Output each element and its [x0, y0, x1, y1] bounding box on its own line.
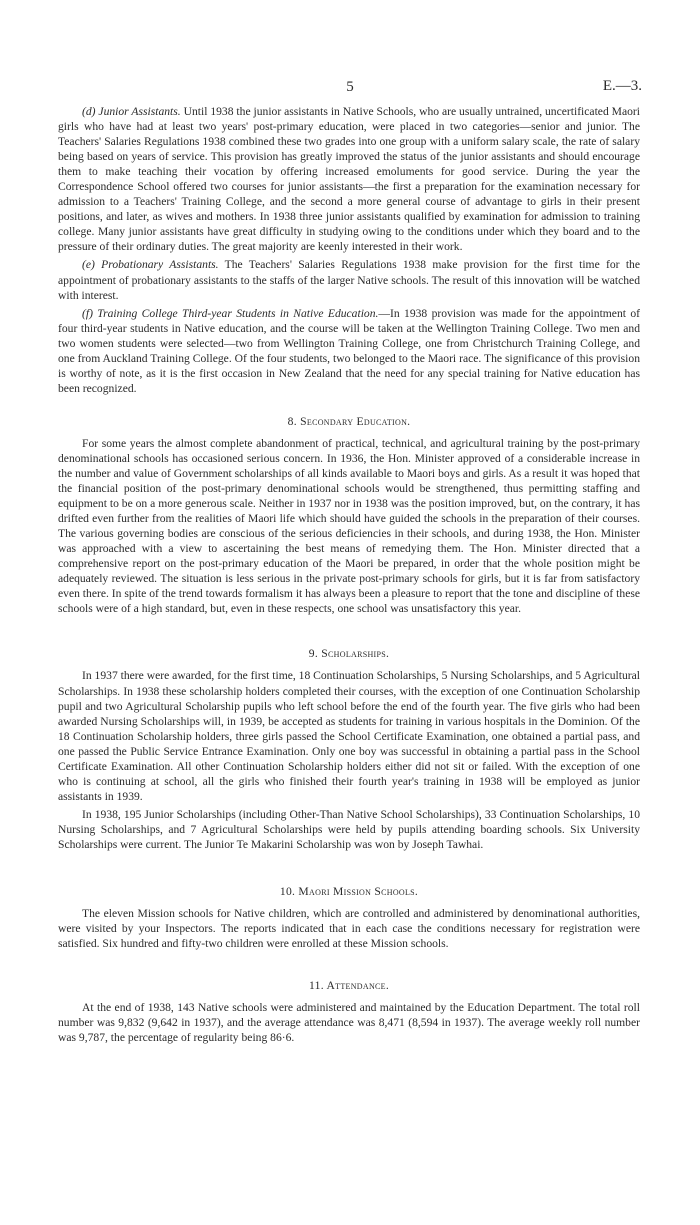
- paragraph-scholarships-2: In 1938, 195 Junior Scholarships (including Other-Than Native School Scholarships), 33 Continuation Scholarships, 10 Nursing Scholarships, and 7 Agricultural Scholarships were held by pupils attending boarding schools. Six University Scholarships were current. The Junior Te Makarini Scholarship was won by Joseph Tawhai.: [58, 807, 640, 851]
- paragraph-junior-assistants: [58, 104, 640, 254]
- heading-secondary-education: 8. Secondary Education.: [287, 414, 411, 428]
- paragraph-text: The Teachers' Salaries Regulations 1938 make provision for the first time for the appointment of probationary assistants to the staffs of the larger Native schools. The result of this innovation will be watched with interest.: [58, 258, 640, 302]
- paragraph-text: Until 1938 the junior assistants in Native Schools, who are usually untrained, uncertificated Maori girls who have had at least two years' post-primary education, were placed in two categories—senior and junior. The Teachers' Salaries Regulations 1938 combined these two grades into one group with a uniform salary scale, the rate of salary being based on years of service. This provision has greatly improved the status of the junior assistants and should encourage them to make teaching their vocation by offering increased emoluments for good service. During the year the Correspondence School offered two courses for junior assistants—the first a preparation for the examination necessary for admission to a Teachers' Training College, and the second a more general course of advantage to girls in their present positions, and later, as wives and mothers. In 1938 three junior assistants qualified by examination for admission to training college. Many junior assistants have great difficulty in studying owing to the conditions under which they board and to the pressure of their ordinary duties. The great majority are keenly interested in their work.: [58, 105, 640, 254]
- paragraph-lead: (d) Junior Assistants.: [82, 105, 181, 118]
- heading-attendance: 11. Attendance.: [308, 979, 390, 993]
- paragraph-probationary-assistants: [58, 257, 640, 302]
- document-reference: E.—3.: [602, 78, 642, 94]
- paragraph-text: —In 1938 provision was made for the appointment of four third-year students in Native education, and the course will be taken at the Wellington Training College. Two men and two women students were selected—two from Wellington Training College, one from Christchurch Training College, and one from Auckland Training College. Of the four students, two belonged to the Maori race. The significance of this provision is worthy of note, as it is the first occasion in New Zealand that the need for any special training for Native education has been recognized.: [58, 306, 640, 395]
- paragraph-attendance: At the end of 1938, 143 Native schools were administered and maintained by the Education Department. The total roll number was 9,832 (9,642 in 1937), and the average attendance was 8,471 (8,594 in 1937). The average weekly roll number was 9,787, the percentage of regularity being 86·6.: [58, 1001, 640, 1045]
- page-number: 5: [346, 79, 354, 95]
- heading-scholarships: 9. Scholarships.: [308, 647, 390, 661]
- paragraph-secondary-education: For some years the almost complete abandonment of practical, technical, and agricultural training by the post-primary denominational schools has occasioned serious concern. In 1936, the Hon. Minister approved of a considerable increase in the number and value of Government scholarships of all kinds available to Maori boys and girls. As a result it was hoped that the financial position of the post-primary denominational schools would be strengthened, thus permitting staffing and equipment to be on a more generous scale. Neither in 1937 nor in 1938 was the position improved, but, on the contrary, it has drifted even further from the realities of Maori life which should have guided the schools in the preparation of their courses. The various governing bodies are conscious of the serious deficiencies in their schools, and during 1938, the Hon. Minister was approached with a view to ascertaining the best means of remedying them. The Hon. Minister directed that a comprehensive report on the post-primary education of the Maori be prepared, in order that the whole position might be adequately reviewed. The situation is less serious in the private post-primary schools for girls, but it is far from satisfactory even there. In spite of the trend towards formalism it has always been a pleasure to report that the tone and discipline of these schools were of a high standard, but, even in these respects, one school was unsatisfactory this year.: [58, 436, 640, 616]
- page-body: [58, 104, 640, 1045]
- paragraph-lead: (e) Probationary Assistants.: [82, 258, 219, 272]
- paragraph-training-college: [58, 306, 640, 396]
- paragraph-scholarships-1: In 1937 there were awarded, for the first time, 18 Continuation Scholarships, 5 Nursing Scholarships, and 5 Agricultural Scholarships. In 1938 these scholarship holders completed their courses, with the exception of one Continuation Scholarship pupil and two Agricultural Scholarship pupils who left school before the end of the fourth year. The five girls who had been awarded Nursing Scholarships will, in 1939, be accepted as students for training in various hospitals in the Dominion. Of the 18 Continuation Scholarship holders, three girls passed the School Certificate Examination, one obtained a partial pass, and one passed the Public Service Entrance Examination. Only one boy was successful in obtaining a partial pass in the School Certificate Examination. All other Continuation Scholarship holders either did not sit or failed. With the exception of one who is continuing at school, all the girls who finished their fourth year's training in 1938 will be employed as junior assistants in 1939.: [58, 669, 640, 803]
- paragraph-lead: (f) Training College Third-year Students in Native Education.: [82, 306, 379, 320]
- heading-mission-schools: 10. Maori Mission Schools.: [279, 885, 419, 899]
- paragraph-mission-schools: The eleven Mission schools for Native children, which are controlled and administered by denominational authorities, were visited by your Inspectors. The reports indicated that in each case the conditions necessary for registration were satisfied. Six hundred and fifty-two children were enrolled at these Mission schools.: [58, 907, 640, 951]
